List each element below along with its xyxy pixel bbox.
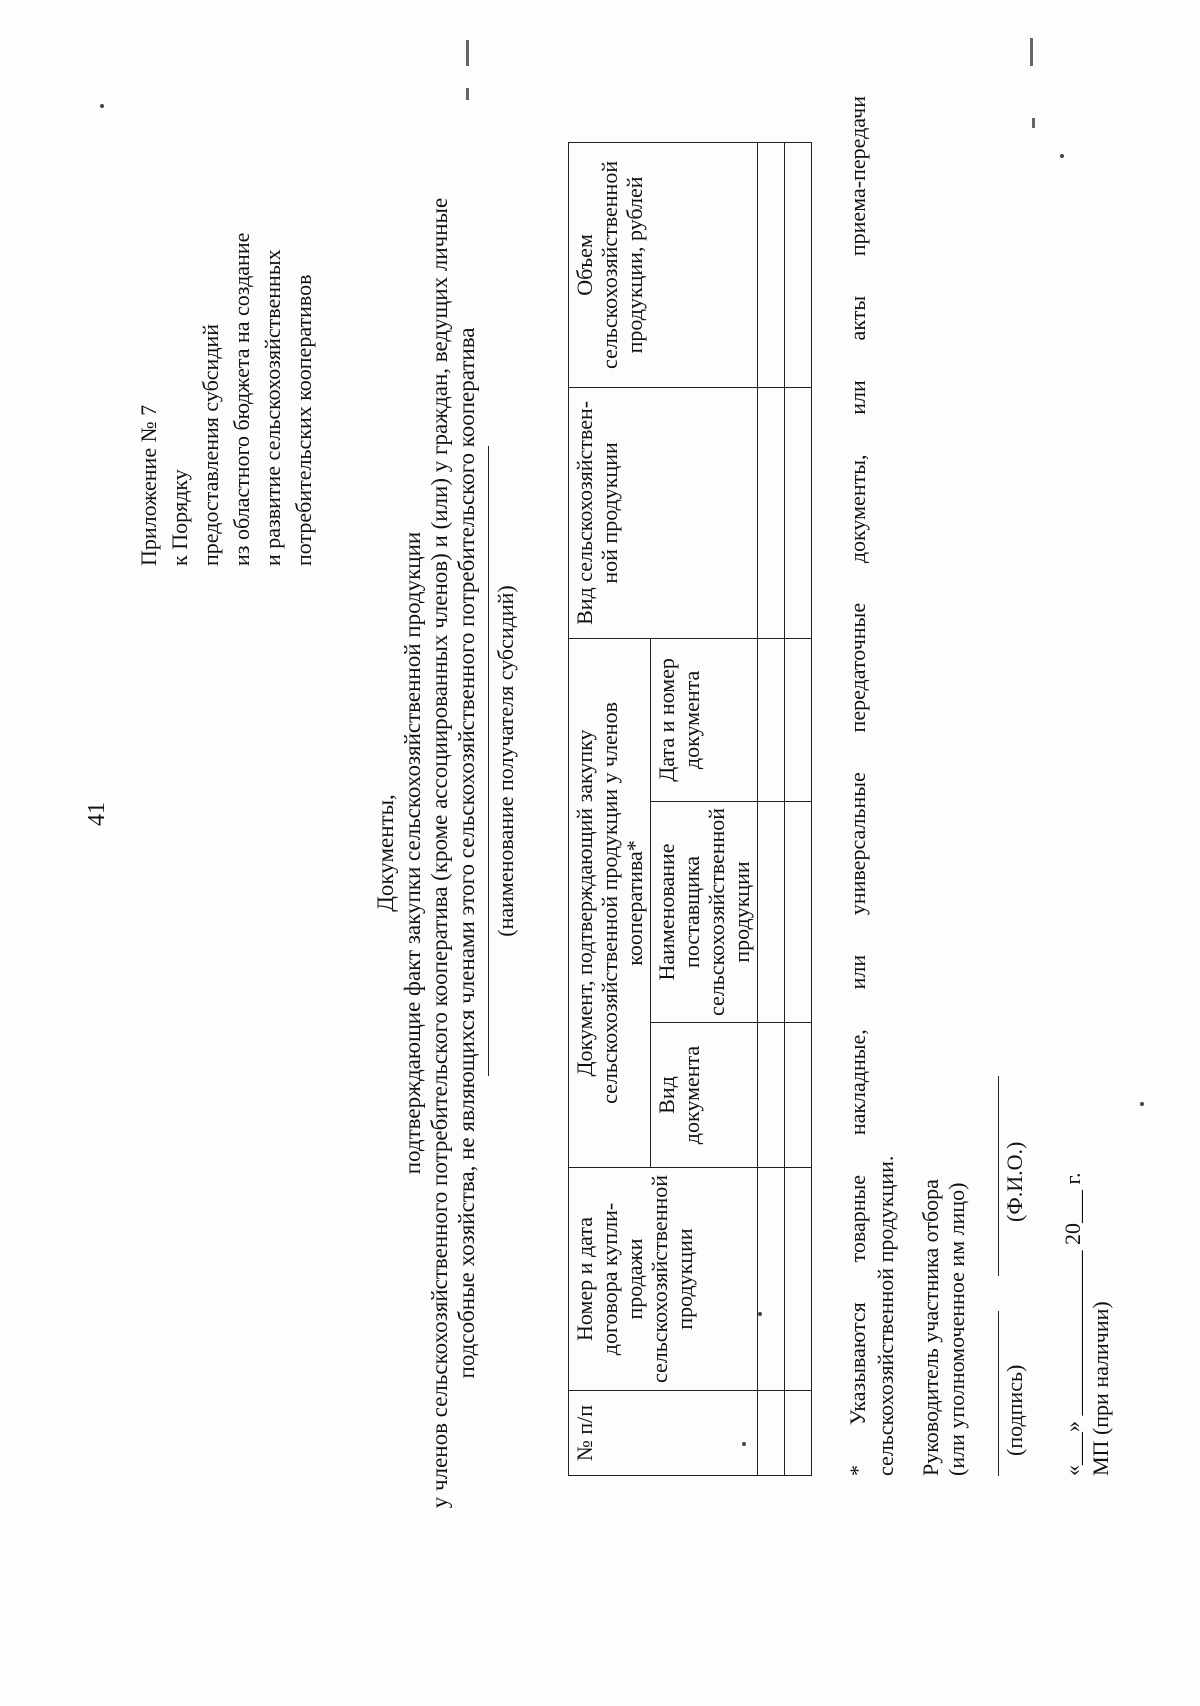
signer-block bbox=[918, 1179, 970, 1476]
scan-speck bbox=[742, 1442, 746, 1446]
date-line: «___» _______________ 20___ г. bbox=[1060, 1172, 1085, 1476]
header-contract: Номер и дата договора купли-продажи сельскохозяйственной продукции bbox=[569, 1168, 758, 1391]
table-row bbox=[785, 142, 812, 1475]
title-line: у членов сельскохозяйственного потребительского кооператива (кроме ассоциированных членов) и (или) у граждан, ведущих личные bbox=[427, 197, 452, 1509]
table-cell bbox=[785, 638, 812, 801]
header-document-group: Документ, подтверждающий закупку сельскохозяйственной продукции у членов кооператива* bbox=[569, 638, 651, 1167]
table-cell bbox=[758, 142, 785, 387]
table-cell bbox=[758, 1023, 785, 1168]
stamp-note: МП (при наличии) bbox=[1088, 1301, 1113, 1476]
footnote-line-2: сельскохозяйственной продукции. bbox=[873, 1155, 898, 1476]
name-caption: (Ф.И.О.) bbox=[1002, 1141, 1027, 1222]
recipient-caption: (наименование получателя субсидий) bbox=[493, 585, 518, 937]
table-cell bbox=[785, 387, 812, 638]
header-product-type: Вид сельскохозяйствен-ной продукции bbox=[569, 387, 758, 638]
title-line: подсобные хозяйства, не являющихся членами этого сельскохозяйственного потребительского кооператива bbox=[454, 327, 479, 1379]
header-doc-type: Вид документа bbox=[651, 1023, 758, 1168]
table-row bbox=[758, 142, 785, 1475]
title-heading: Документы, bbox=[373, 794, 398, 912]
page-number: 41 bbox=[84, 802, 110, 826]
footnote-word: накладные, bbox=[845, 1029, 870, 1136]
scan-speck bbox=[100, 104, 104, 108]
footnote-word: приема-передачи bbox=[845, 96, 870, 257]
scan-speck bbox=[1030, 38, 1033, 66]
scan-speck bbox=[758, 1312, 762, 1316]
appendix-line: и развитие сельскохозяйственных bbox=[260, 249, 285, 566]
table-cell bbox=[785, 142, 812, 387]
footnote-word: акты bbox=[845, 295, 870, 341]
table-cell bbox=[758, 638, 785, 801]
header-date-number: Дата и номер документа bbox=[651, 638, 758, 801]
header-supplier: Наименование поставщика сельскохозяйственной продукции bbox=[651, 801, 758, 1022]
appendix-header bbox=[133, 46, 319, 566]
footnote-word: Указываются bbox=[845, 1302, 870, 1426]
title-line: подтверждающие факт закупки сельскохозяйственной продукции bbox=[400, 531, 425, 1175]
table-cell bbox=[785, 1391, 812, 1476]
footnote-word: товарные bbox=[845, 1174, 870, 1263]
footnote-word: универсальные bbox=[845, 772, 870, 916]
table-cell bbox=[758, 1391, 785, 1476]
signature-caption: (подпись) bbox=[1002, 1364, 1027, 1456]
signature-line bbox=[998, 1311, 999, 1476]
table-cell bbox=[785, 1168, 812, 1391]
footnote-word: или bbox=[845, 380, 870, 415]
scan-speck bbox=[1032, 118, 1035, 128]
scan-speck bbox=[1060, 154, 1064, 158]
table-cell bbox=[785, 801, 812, 1022]
table-cell bbox=[758, 1168, 785, 1391]
header-number: № п/п bbox=[569, 1391, 758, 1476]
table-cell bbox=[785, 1023, 812, 1168]
name-line bbox=[998, 1076, 999, 1276]
header-volume: Объем сельскохозяйственной продукции, рублей bbox=[569, 142, 758, 387]
recipient-fill-line bbox=[488, 446, 489, 1076]
purchase-documents-table bbox=[568, 142, 812, 1476]
table-cell bbox=[758, 387, 785, 638]
footnote-word: передаточные bbox=[845, 602, 870, 733]
appendix-line: Приложение № 7 bbox=[136, 404, 161, 566]
appendix-line: к Порядку bbox=[167, 469, 192, 566]
appendix-line: из областного бюджета на создание bbox=[229, 232, 254, 566]
scan-speck bbox=[466, 88, 469, 100]
signer-title: Руководитель участника отбора bbox=[918, 1179, 943, 1476]
scan-speck bbox=[1140, 1102, 1144, 1106]
document-title bbox=[372, 0, 480, 1706]
footnote-line-1 bbox=[844, 96, 872, 1476]
signer-note: (или уполномоченное им лицо) bbox=[944, 1182, 969, 1476]
footnote-word: * bbox=[845, 1465, 870, 1476]
appendix-line: предоставления субсидий bbox=[198, 323, 223, 566]
footnote bbox=[844, 96, 900, 1476]
table-cell bbox=[758, 801, 785, 1022]
footnote-word: документы, bbox=[845, 454, 870, 564]
scan-speck bbox=[466, 40, 469, 66]
appendix-line: потребительских кооперативов bbox=[291, 274, 316, 566]
footnote-word: или bbox=[845, 954, 870, 990]
